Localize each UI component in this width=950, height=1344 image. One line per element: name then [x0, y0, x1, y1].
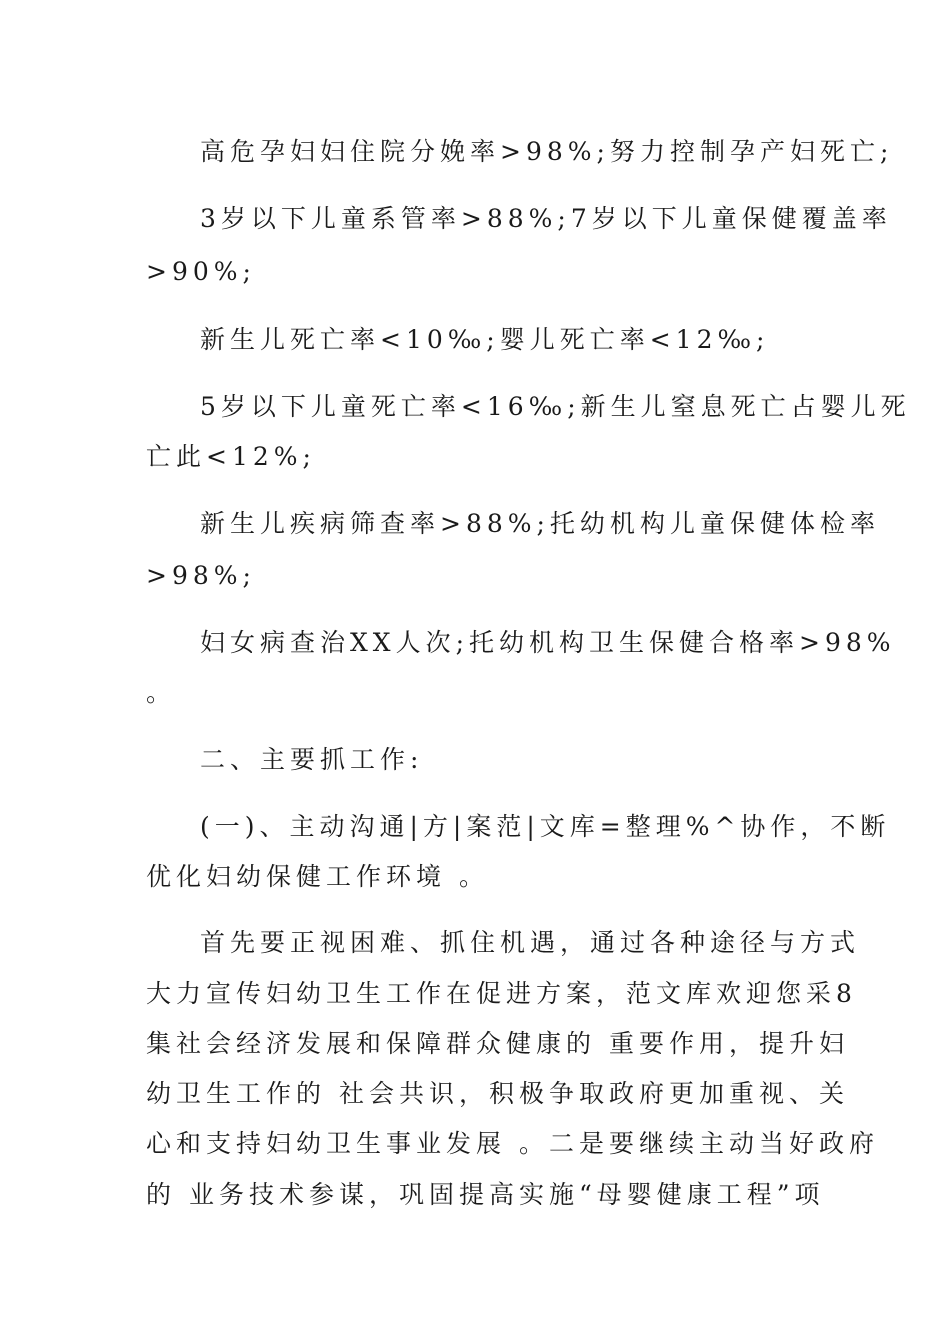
- subsection-heading: 优化妇幼保健工作环境 。: [146, 862, 489, 891]
- text-line: 集社会经济发展和保障群众健康的 重要作用，提升妇: [146, 1029, 849, 1058]
- text-line: >90%;: [146, 257, 256, 286]
- text-line: 高危孕妇妇住院分娩率>98%;努力控制孕产妇死亡;: [200, 137, 894, 166]
- text-line: 妇女病查治XX人次;托幼机构卫生保健合格率>98%: [200, 628, 896, 657]
- text-line: 5岁以下儿童死亡率<16‰;新生儿窒息死亡占婴儿死: [200, 392, 911, 421]
- text-line: 亡此<12%;: [146, 442, 316, 471]
- text-line: 。: [146, 678, 177, 707]
- text-line: >98%;: [146, 561, 256, 590]
- text-line: 新生儿死亡率<10‰;婴儿死亡率<12‰;: [200, 325, 770, 354]
- text-line: 心和支持妇幼卫生事业发展 。二是要继续主动当好政府: [146, 1129, 879, 1158]
- text-line: 新生儿疾病筛查率>88%;托幼机构儿童保健体检率: [200, 509, 880, 538]
- text-line: 首先要正视困难、抓住机遇，通过各种途径与方式: [200, 928, 861, 957]
- subsection-heading: (一)、主动沟通|方|案范|文库=整理%^协作，不断: [200, 812, 891, 841]
- text-line: 的 业务技术参谋，巩固提高实施“母婴健康工程”项: [146, 1180, 825, 1209]
- text-line: 3岁以下儿童系管率>88%;7岁以下儿童保健覆盖率: [200, 204, 892, 233]
- text-line: 大力宣传妇幼卫生工作在促进方案，范文库欢迎您采8: [146, 979, 857, 1008]
- text-line: 幼卫生工作的 社会共识，积极争取政府更加重视、关: [146, 1079, 849, 1108]
- section-heading: 二、主要抓工作:: [200, 745, 424, 774]
